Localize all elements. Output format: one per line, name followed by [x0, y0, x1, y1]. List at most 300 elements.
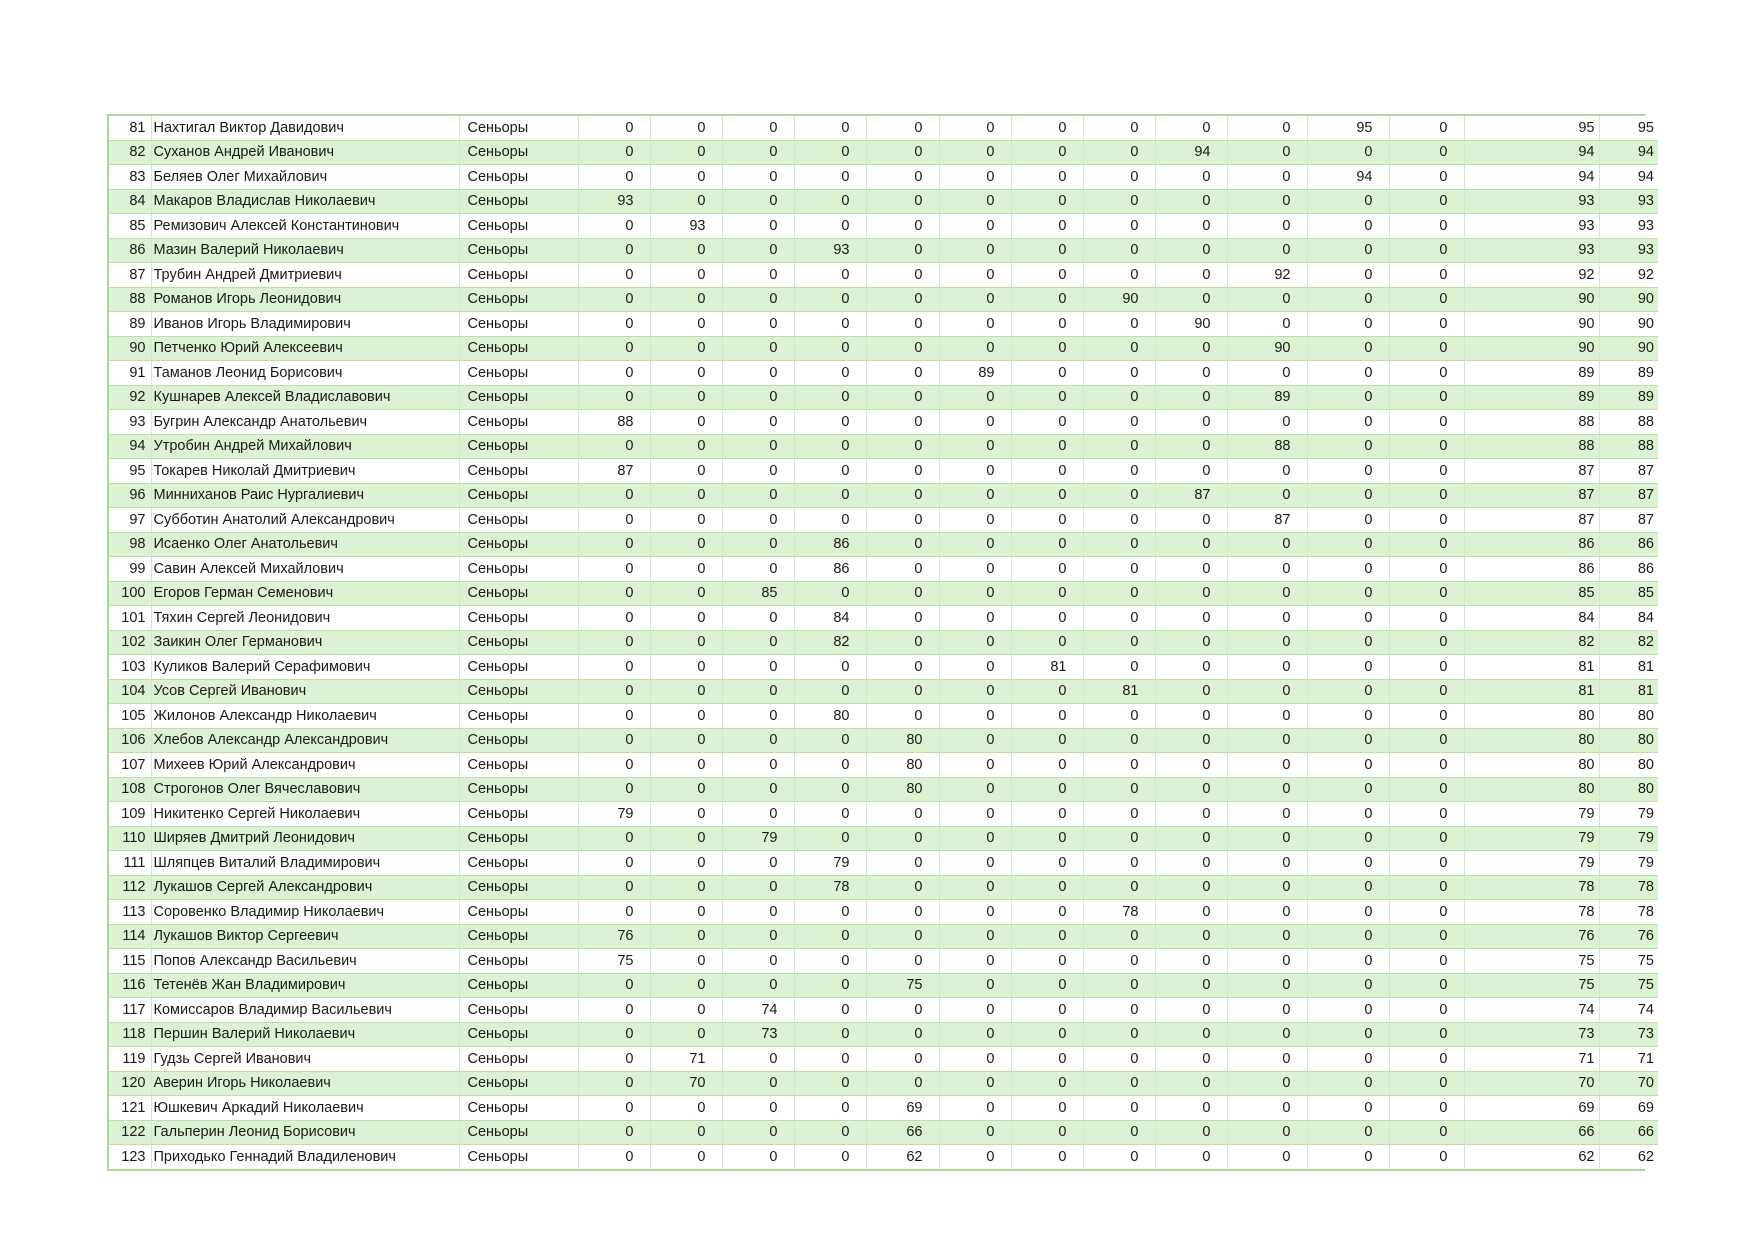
score-cell: 0: [722, 459, 794, 484]
score-cell: 0: [722, 1120, 794, 1145]
score-cell: 0: [866, 1022, 939, 1047]
results-table-container: [107, 114, 1654, 1171]
score-cell: 0: [1155, 826, 1227, 851]
score-cell: 0: [722, 434, 794, 459]
score-cell: 0: [722, 140, 794, 165]
score-cell: 0: [1155, 704, 1227, 729]
score-cell: 0: [1155, 728, 1227, 753]
score-cell: 0: [1155, 508, 1227, 533]
score-cell: 0: [650, 802, 722, 827]
final-total-cell: 87: [1599, 459, 1658, 484]
total-cell: 66: [1464, 1120, 1599, 1145]
score-cell: 0: [650, 385, 722, 410]
score-cell: 0: [650, 606, 722, 631]
score-cell: 0: [1155, 287, 1227, 312]
category-cell: Сеньоры: [459, 385, 578, 410]
score-cell: 86: [794, 557, 866, 582]
score-cell: 0: [794, 924, 866, 949]
score-cell: 0: [1227, 679, 1307, 704]
score-cell: 0: [866, 949, 939, 974]
score-cell: 0: [578, 434, 650, 459]
table-row: [109, 851, 1658, 876]
category-cell: Сеньоры: [459, 189, 578, 214]
score-cell: 0: [1307, 508, 1389, 533]
total-cell: 81: [1464, 655, 1599, 680]
total-cell: 79: [1464, 826, 1599, 851]
score-cell: 0: [578, 1047, 650, 1072]
score-cell: 0: [1011, 606, 1083, 631]
total-cell: 90: [1464, 312, 1599, 337]
final-total-cell: 78: [1599, 900, 1658, 925]
row-number-cell: 123: [109, 1145, 151, 1169]
score-cell: 0: [1307, 1071, 1389, 1096]
score-cell: 0: [722, 483, 794, 508]
score-cell: 0: [1011, 998, 1083, 1023]
score-cell: 0: [1307, 385, 1389, 410]
score-cell: 0: [650, 483, 722, 508]
score-cell: 0: [1227, 630, 1307, 655]
table-row: [109, 973, 1658, 998]
score-cell: 0: [650, 1096, 722, 1121]
score-cell: 0: [722, 532, 794, 557]
table-row: [109, 581, 1658, 606]
score-cell: 94: [1307, 165, 1389, 190]
score-cell: 0: [794, 312, 866, 337]
score-cell: 0: [1227, 410, 1307, 435]
category-cell: Сеньоры: [459, 1022, 578, 1047]
table-row: [109, 998, 1658, 1023]
score-cell: 0: [578, 385, 650, 410]
table-row: [109, 483, 1658, 508]
score-cell: 0: [939, 1071, 1011, 1096]
category-cell: Сеньоры: [459, 140, 578, 165]
score-cell: 0: [1307, 679, 1389, 704]
player-name-cell: Егоров Герман Семенович: [151, 581, 459, 606]
player-name-cell: Минниханов Раис Нургалиевич: [151, 483, 459, 508]
score-cell: 0: [866, 704, 939, 729]
score-cell: 0: [1227, 532, 1307, 557]
score-cell: 78: [1083, 900, 1155, 925]
score-cell: 0: [578, 777, 650, 802]
score-cell: 0: [866, 630, 939, 655]
total-cell: 79: [1464, 802, 1599, 827]
score-cell: 0: [722, 973, 794, 998]
score-cell: 0: [1227, 214, 1307, 239]
score-cell: 0: [1011, 949, 1083, 974]
table-row: [109, 312, 1658, 337]
score-cell: 0: [939, 606, 1011, 631]
score-cell: 0: [1307, 753, 1389, 778]
score-cell: 0: [1011, 532, 1083, 557]
player-name-cell: Приходько Геннадий Владиленович: [151, 1145, 459, 1169]
score-cell: 0: [939, 998, 1011, 1023]
score-cell: 0: [866, 189, 939, 214]
score-cell: 0: [866, 532, 939, 557]
score-cell: 82: [794, 630, 866, 655]
score-cell: 0: [1307, 728, 1389, 753]
row-number-cell: 122: [109, 1120, 151, 1145]
score-cell: 0: [1227, 998, 1307, 1023]
score-cell: 0: [866, 287, 939, 312]
total-cell: 93: [1464, 238, 1599, 263]
score-cell: 93: [578, 189, 650, 214]
score-cell: 0: [1011, 826, 1083, 851]
score-cell: 0: [722, 875, 794, 900]
score-cell: 0: [1011, 410, 1083, 435]
score-cell: 0: [1307, 1022, 1389, 1047]
player-name-cell: Усов Сергей Иванович: [151, 679, 459, 704]
score-cell: 81: [1083, 679, 1155, 704]
final-total-cell: 81: [1599, 679, 1658, 704]
final-total-cell: 80: [1599, 704, 1658, 729]
score-cell: 0: [1011, 875, 1083, 900]
score-cell: 0: [1389, 434, 1464, 459]
score-cell: 0: [578, 655, 650, 680]
score-cell: 87: [578, 459, 650, 484]
score-cell: 0: [939, 704, 1011, 729]
table-row: [109, 557, 1658, 582]
score-cell: 0: [794, 900, 866, 925]
score-cell: 0: [1011, 777, 1083, 802]
score-cell: 0: [650, 826, 722, 851]
row-number-cell: 81: [109, 116, 151, 140]
score-cell: 0: [939, 924, 1011, 949]
category-cell: Сеньоры: [459, 826, 578, 851]
table-row: [109, 875, 1658, 900]
score-cell: 0: [722, 900, 794, 925]
player-name-cell: Иванов Игорь Владимирович: [151, 312, 459, 337]
score-cell: 0: [1307, 826, 1389, 851]
score-cell: 0: [722, 1071, 794, 1096]
score-cell: 0: [1083, 753, 1155, 778]
score-cell: 0: [1011, 851, 1083, 876]
score-cell: 0: [1155, 385, 1227, 410]
score-cell: 0: [578, 483, 650, 508]
row-number-cell: 105: [109, 704, 151, 729]
final-total-cell: 92: [1599, 263, 1658, 288]
score-cell: 0: [650, 140, 722, 165]
score-cell: 0: [1155, 238, 1227, 263]
final-total-cell: 86: [1599, 557, 1658, 582]
score-cell: 0: [1011, 385, 1083, 410]
score-cell: 0: [1083, 1096, 1155, 1121]
score-cell: 0: [650, 287, 722, 312]
score-cell: 0: [1083, 777, 1155, 802]
total-cell: 90: [1464, 287, 1599, 312]
category-cell: Сеньоры: [459, 532, 578, 557]
player-name-cell: Попов Александр Васильевич: [151, 949, 459, 974]
row-number-cell: 94: [109, 434, 151, 459]
final-total-cell: 79: [1599, 826, 1658, 851]
row-number-cell: 99: [109, 557, 151, 582]
score-cell: 0: [1227, 1145, 1307, 1169]
player-name-cell: Ремизович Алексей Константинович: [151, 214, 459, 239]
score-cell: 0: [722, 189, 794, 214]
category-cell: Сеньоры: [459, 557, 578, 582]
score-cell: 66: [866, 1120, 939, 1145]
player-name-cell: Савин Алексей Михайлович: [151, 557, 459, 582]
total-cell: 75: [1464, 973, 1599, 998]
score-cell: 0: [1155, 532, 1227, 557]
score-cell: 0: [794, 753, 866, 778]
score-cell: 0: [866, 655, 939, 680]
row-number-cell: 86: [109, 238, 151, 263]
final-total-cell: 80: [1599, 777, 1658, 802]
category-cell: Сеньоры: [459, 312, 578, 337]
score-cell: 0: [866, 851, 939, 876]
score-cell: 0: [1155, 924, 1227, 949]
final-total-cell: 78: [1599, 875, 1658, 900]
score-cell: 0: [1227, 851, 1307, 876]
score-cell: 0: [722, 753, 794, 778]
table-row: [109, 655, 1658, 680]
score-cell: 0: [650, 777, 722, 802]
score-cell: 0: [1307, 557, 1389, 582]
table-row: [109, 263, 1658, 288]
score-cell: 0: [1155, 679, 1227, 704]
score-cell: 0: [722, 851, 794, 876]
score-cell: 0: [939, 336, 1011, 361]
score-cell: 0: [1155, 973, 1227, 998]
player-name-cell: Ширяев Дмитрий Леонидович: [151, 826, 459, 851]
score-cell: 0: [722, 655, 794, 680]
player-name-cell: Аверин Игорь Николаевич: [151, 1071, 459, 1096]
score-cell: 0: [939, 557, 1011, 582]
score-cell: 0: [1083, 949, 1155, 974]
category-cell: Сеньоры: [459, 459, 578, 484]
score-cell: 74: [722, 998, 794, 1023]
player-name-cell: Кушнарев Алексей Владиславович: [151, 385, 459, 410]
score-cell: 0: [1155, 802, 1227, 827]
score-cell: 0: [1307, 704, 1389, 729]
score-cell: 0: [1011, 973, 1083, 998]
score-cell: 0: [1389, 1096, 1464, 1121]
score-cell: 0: [1389, 238, 1464, 263]
table-row: [109, 140, 1658, 165]
score-cell: 0: [1083, 1047, 1155, 1072]
score-cell: 0: [939, 875, 1011, 900]
category-cell: Сеньоры: [459, 336, 578, 361]
row-number-cell: 88: [109, 287, 151, 312]
score-cell: 0: [866, 312, 939, 337]
score-cell: 0: [650, 189, 722, 214]
score-cell: 0: [794, 165, 866, 190]
player-name-cell: Петченко Юрий Алексеевич: [151, 336, 459, 361]
score-cell: 0: [939, 238, 1011, 263]
score-cell: 0: [939, 1022, 1011, 1047]
score-cell: 0: [866, 385, 939, 410]
table-row: [109, 1120, 1658, 1145]
score-cell: 0: [1011, 287, 1083, 312]
table-row: [109, 679, 1658, 704]
score-cell: 0: [650, 875, 722, 900]
score-cell: 0: [939, 1120, 1011, 1145]
score-cell: 93: [650, 214, 722, 239]
score-cell: 87: [1155, 483, 1227, 508]
score-cell: 0: [1389, 655, 1464, 680]
score-cell: 0: [578, 875, 650, 900]
final-total-cell: 70: [1599, 1071, 1658, 1096]
score-cell: 0: [939, 753, 1011, 778]
score-cell: 0: [578, 361, 650, 386]
score-cell: 0: [1307, 263, 1389, 288]
table-row: [109, 532, 1658, 557]
score-cell: 0: [1227, 1022, 1307, 1047]
score-cell: 0: [794, 116, 866, 140]
table-row: [109, 777, 1658, 802]
score-cell: 0: [650, 361, 722, 386]
total-cell: 74: [1464, 998, 1599, 1023]
score-cell: 0: [866, 140, 939, 165]
score-cell: 0: [578, 508, 650, 533]
score-cell: 0: [1307, 630, 1389, 655]
score-cell: 0: [1389, 312, 1464, 337]
player-name-cell: Лукашов Виктор Сергеевич: [151, 924, 459, 949]
score-cell: 0: [1227, 949, 1307, 974]
score-cell: 75: [578, 949, 650, 974]
score-cell: 0: [1083, 1022, 1155, 1047]
score-cell: 0: [1389, 165, 1464, 190]
final-total-cell: 71: [1599, 1047, 1658, 1072]
row-number-cell: 92: [109, 385, 151, 410]
category-cell: Сеньоры: [459, 802, 578, 827]
table-row: [109, 1145, 1658, 1169]
score-cell: 0: [1307, 312, 1389, 337]
score-cell: 0: [722, 802, 794, 827]
score-cell: 0: [1155, 189, 1227, 214]
score-cell: 71: [650, 1047, 722, 1072]
row-number-cell: 89: [109, 312, 151, 337]
category-cell: Сеньоры: [459, 1145, 578, 1169]
score-cell: 0: [1227, 140, 1307, 165]
player-name-cell: Заикин Олег Германович: [151, 630, 459, 655]
category-cell: Сеньоры: [459, 410, 578, 435]
score-cell: 0: [939, 312, 1011, 337]
final-total-cell: 94: [1599, 140, 1658, 165]
score-cell: 0: [1083, 532, 1155, 557]
table-row: [109, 385, 1658, 410]
score-cell: 0: [1307, 998, 1389, 1023]
score-cell: 0: [1307, 606, 1389, 631]
score-cell: 0: [939, 214, 1011, 239]
player-name-cell: Никитенко Сергей Николаевич: [151, 802, 459, 827]
row-number-cell: 83: [109, 165, 151, 190]
score-cell: 0: [1389, 606, 1464, 631]
score-cell: 0: [1011, 753, 1083, 778]
total-cell: 90: [1464, 336, 1599, 361]
score-cell: 0: [794, 949, 866, 974]
category-cell: Сеньоры: [459, 1120, 578, 1145]
score-cell: 0: [866, 1071, 939, 1096]
score-cell: 0: [1083, 263, 1155, 288]
score-cell: 0: [650, 459, 722, 484]
score-cell: 93: [794, 238, 866, 263]
score-cell: 0: [1389, 1120, 1464, 1145]
score-cell: 0: [1227, 924, 1307, 949]
score-cell: 0: [866, 606, 939, 631]
score-cell: 0: [1083, 557, 1155, 582]
score-cell: 0: [794, 1022, 866, 1047]
score-cell: 0: [1155, 900, 1227, 925]
score-cell: 0: [939, 1145, 1011, 1169]
table-row: [109, 1071, 1658, 1096]
score-cell: 0: [650, 704, 722, 729]
score-cell: 0: [1389, 287, 1464, 312]
score-cell: 0: [578, 336, 650, 361]
score-cell: 0: [578, 1022, 650, 1047]
score-cell: 0: [650, 630, 722, 655]
score-cell: 0: [1389, 679, 1464, 704]
score-cell: 81: [1011, 655, 1083, 680]
score-cell: 0: [1155, 581, 1227, 606]
score-cell: 0: [794, 263, 866, 288]
row-number-cell: 91: [109, 361, 151, 386]
score-cell: 0: [578, 581, 650, 606]
score-cell: 0: [1227, 973, 1307, 998]
score-cell: 0: [939, 1047, 1011, 1072]
score-cell: 0: [794, 1120, 866, 1145]
score-cell: 0: [722, 1047, 794, 1072]
score-cell: 0: [1083, 1120, 1155, 1145]
score-cell: 0: [1389, 116, 1464, 140]
final-total-cell: 95: [1599, 116, 1658, 140]
score-cell: 0: [1307, 189, 1389, 214]
score-cell: 0: [1389, 410, 1464, 435]
final-total-cell: 75: [1599, 973, 1658, 998]
score-cell: 84: [794, 606, 866, 631]
score-cell: 0: [1155, 1096, 1227, 1121]
score-cell: 0: [1389, 630, 1464, 655]
score-cell: 0: [1011, 802, 1083, 827]
score-cell: 0: [1155, 1120, 1227, 1145]
score-cell: 0: [578, 263, 650, 288]
score-cell: 88: [1227, 434, 1307, 459]
category-cell: Сеньоры: [459, 483, 578, 508]
score-cell: 0: [722, 1145, 794, 1169]
score-cell: 0: [1227, 312, 1307, 337]
score-cell: 0: [1227, 1047, 1307, 1072]
score-cell: 0: [939, 1096, 1011, 1121]
final-total-cell: 82: [1599, 630, 1658, 655]
player-name-cell: Исаенко Олег Анатольевич: [151, 532, 459, 557]
score-cell: 0: [1389, 1071, 1464, 1096]
row-number-cell: 90: [109, 336, 151, 361]
score-cell: 0: [1083, 434, 1155, 459]
row-number-cell: 82: [109, 140, 151, 165]
total-cell: 88: [1464, 410, 1599, 435]
score-cell: 0: [1011, 679, 1083, 704]
score-cell: 0: [1307, 1120, 1389, 1145]
score-cell: 0: [722, 385, 794, 410]
player-name-cell: Макаров Владислав Николаевич: [151, 189, 459, 214]
score-cell: 0: [1011, 557, 1083, 582]
score-cell: 0: [939, 679, 1011, 704]
row-number-cell: 93: [109, 410, 151, 435]
score-cell: 0: [578, 1071, 650, 1096]
player-name-cell: Мазин Валерий Николаевич: [151, 238, 459, 263]
score-cell: 0: [1011, 1096, 1083, 1121]
total-cell: 87: [1464, 483, 1599, 508]
score-cell: 0: [722, 704, 794, 729]
total-cell: 80: [1464, 777, 1599, 802]
score-cell: 88: [578, 410, 650, 435]
score-cell: 0: [1083, 973, 1155, 998]
score-cell: 0: [794, 287, 866, 312]
score-cell: 0: [1389, 189, 1464, 214]
score-cell: 0: [1307, 1096, 1389, 1121]
score-cell: 0: [578, 238, 650, 263]
score-cell: 0: [1083, 238, 1155, 263]
